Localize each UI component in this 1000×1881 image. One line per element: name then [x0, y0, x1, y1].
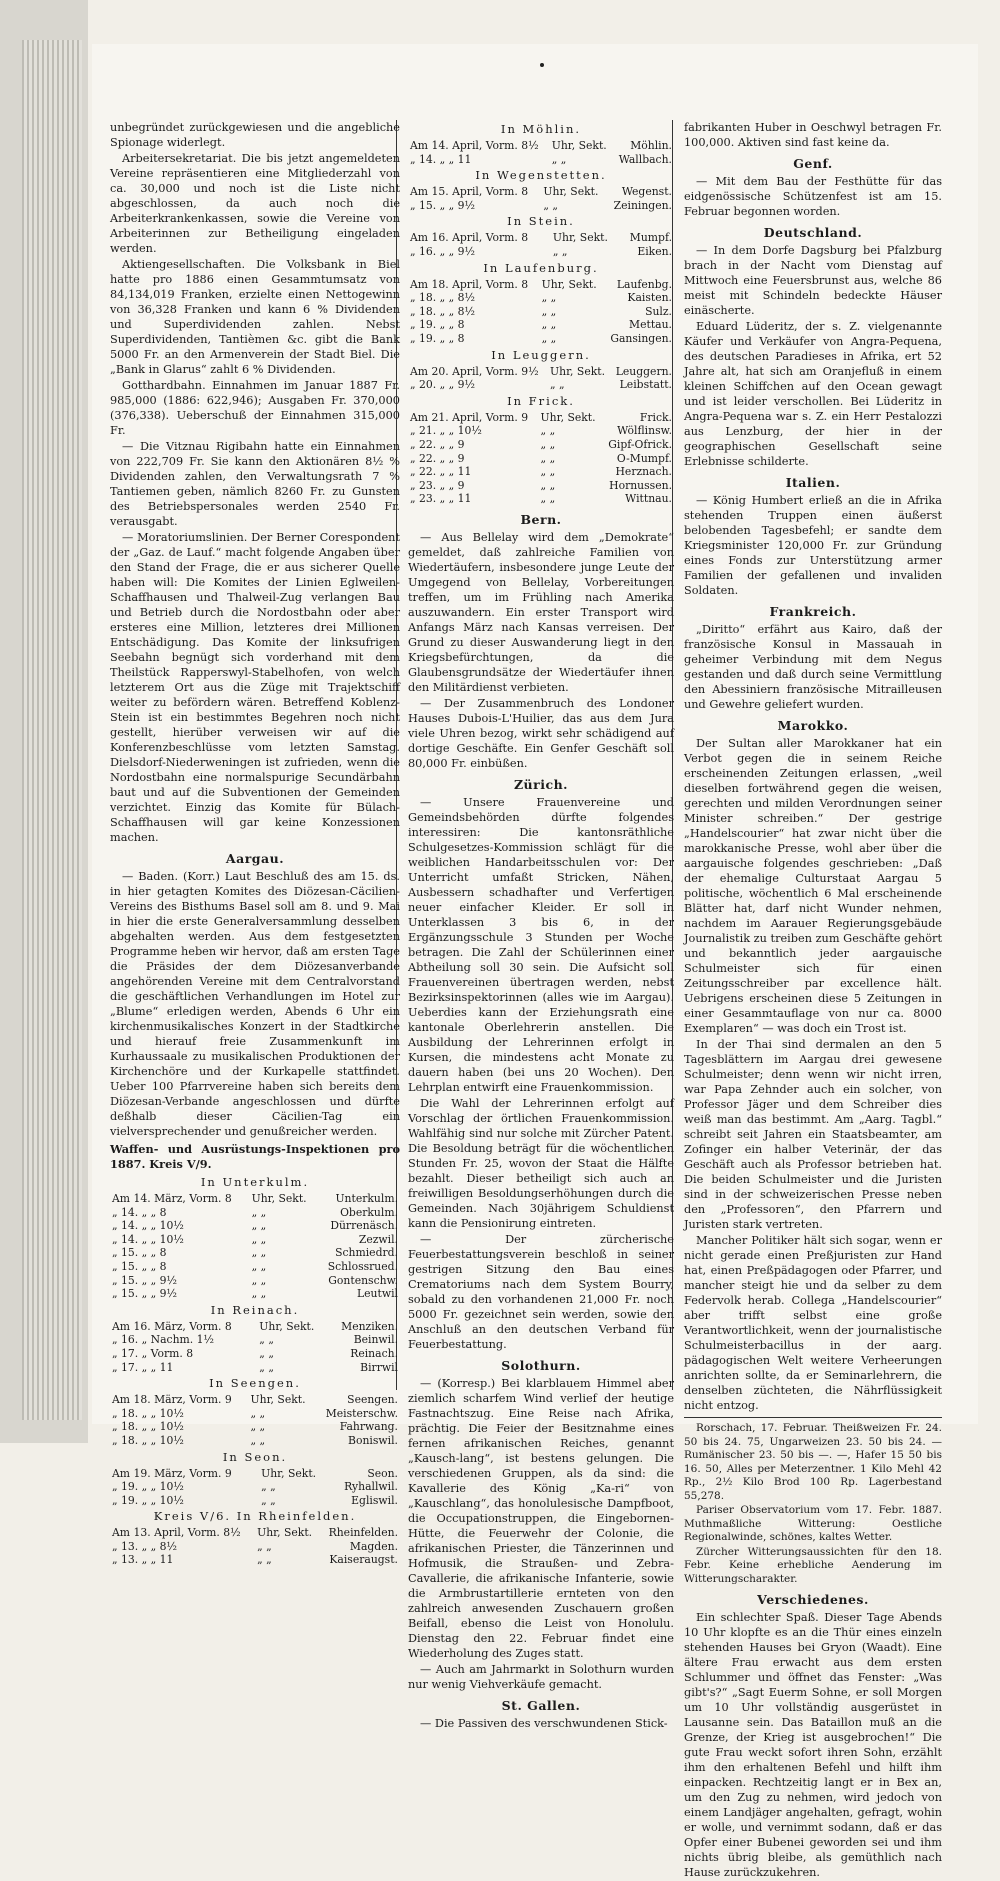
schedule-place: Zeiningen.	[613, 198, 672, 212]
schedule-row	[110, 1333, 400, 1347]
subheading-laufenburg: In Laufenburg.	[483, 260, 599, 275]
schedule-row	[110, 1246, 400, 1260]
schedule-place: Gipf-Ofrick.	[608, 437, 672, 451]
section-heading-aargau: Aargau.	[225, 851, 285, 866]
schedule-date: „ 14. „ „ 10½	[112, 1219, 184, 1233]
schedule-date: „ 13. „ „ 8½	[112, 1539, 178, 1553]
schedule-date: „ 18. „ „ 8½	[410, 304, 476, 318]
schedule-row	[110, 1260, 400, 1274]
schedule-date: „ 22. „ „ 9	[410, 451, 465, 465]
schedule-place: Wittnau.	[625, 492, 672, 506]
paragraph-sultan: Der Sultan aller Marokkaner hat ein Verbot gegen die in seinem Reiche erscheinenden Zeitungen erlassen, „weil dieselben fortwährend gegen die weisen, gerechten und milden Verordnungen seiner Minister schreiben.“ Der gestrige „Handelscourier“ hat zwar nicht über die marokkanische Presse, wohl aber über die aargauische folgendes geschrieben: „Daß der ehemalige Culturstaat Aargau 5 politische, wöchentlich 6 Mal erscheinende Blätter hat, darf nicht Wunder nehmen, nachdem im Aarauer Regierungsgebäude Journalistik zu treiben zum Geschäfte gehört und bekanntlich jeder aargauische Schulmeister sich für einen Zeitungsschreiber par excellence hält. Uebrigens erscheinen diese 5 Zeitungen in einer Gesammtauflage von nur ca. 8000 Exemplaren“ — was doch ein Trost ist.	[684, 737, 942, 1035]
schedule-table	[110, 1467, 400, 1508]
schedule-row	[408, 424, 674, 438]
schedule-date: „ 18. „ „ 8½	[410, 291, 476, 305]
schedule-place: Ryhallwil.	[344, 1480, 398, 1494]
schedule-table	[408, 139, 674, 166]
schedule-table	[408, 185, 674, 212]
schedule-place: Leuggern.	[615, 364, 672, 378]
schedule-date: „ 14. „ „ 8	[112, 1205, 167, 1219]
paragraph-arbeitersekretariat: Arbeitersekretariat. Die bis jetzt angemeldeten Vereine repräsentieren eine Mitgliederzahl von ca. 30,000 und noch ist die Liste nicht abgeschlossen, da auch noch die Arbeiterkrankenkassen, sowie die Vereine von Arbeiterinnen zur Betheiligung eingeladen werden.	[110, 152, 400, 255]
subheading-leuggern: In Leuggern.	[491, 347, 591, 362]
section-heading-frankreich: Frankreich.	[769, 604, 857, 619]
schedule-date: „ 18. „ „ 10½	[112, 1433, 184, 1447]
schedule-date: „ 21. „ „ 10½	[410, 424, 482, 438]
book-binding	[0, 0, 88, 1443]
schedule-section: „ „	[540, 465, 556, 479]
schedule-section: „ „	[257, 1553, 272, 1567]
schedule-row	[408, 438, 674, 452]
schedule-section: „ „	[540, 437, 556, 451]
schedule-row	[110, 1407, 400, 1421]
schedule-section: „ „	[250, 1420, 266, 1434]
schedule-date: „ 15. „ „ 9½	[112, 1273, 178, 1287]
schedule-section: „ „	[250, 1433, 266, 1447]
schedule-place: Dürrenäsch.	[330, 1219, 398, 1233]
heading-inspektionen: Waffen- und Ausrüstungs-Inspektionen pro 1887. Kreis V/9.	[110, 1142, 400, 1171]
schedule-row	[408, 153, 674, 167]
paragraph-fastnachtszug: — (Korresp.) Bei klarblauem Himmel aber ziemlich scharfem Wind verlief der heutige Fastnachtszug. Eine Reise nach Afrika, prächtig. Die Feier der Besitznahme eines fernen afrikanischen Reiches, genannt „Kausch-lang“, ist bestens gelungen. Die verschiedenen Gruppen, als da sind: die Kavallerie des König „Ka-ri“ von „Kauschlang“, das honolulesische Dampfboot, die Occupationstruppen, die Eingebornen-Hütte, die Feuerwehr der Colonie, die afrikanischen Priester, die Tänzerinnen und Hofmusik, die Straußen- und Zebra-Cavallerie, die afrikanische Infanterie, sowie die Armbrustartillerie ernteten von den zahlreich anwesenden Zuschauern großen Beifall, ebenso die Leist von Honolulu. Dienstag den 22. Februar findet eine Wiederholung des Zuges statt.	[408, 1376, 674, 1660]
schedule-row	[408, 231, 674, 245]
paragraph-witterung: Zürcher Witterungsaussichten für den 18. Febr. Keine erhebliche Aenderung im Witterungscharakter.	[684, 1545, 942, 1585]
schedule-section: „ „	[259, 1346, 274, 1360]
schedule-table	[408, 278, 674, 346]
subheading-frick: In Frick.	[507, 393, 575, 408]
schedule-section: „ „	[540, 451, 556, 465]
schedule-section: „ „	[251, 1273, 267, 1287]
section-heading-marokko: Marokko.	[777, 718, 849, 733]
schedule-date: „ 17. „ Vorm. 8	[112, 1346, 194, 1360]
subheading-seengen: In Seengen.	[209, 1376, 301, 1391]
subheading-seon: In Seon.	[222, 1449, 288, 1464]
schedule-place: Rheinfelden.	[328, 1526, 398, 1540]
schedule-section: „ „	[259, 1360, 274, 1374]
section-heading-deutschland: Deutschland.	[763, 225, 863, 240]
schedule-place: Birrwil	[360, 1360, 398, 1374]
schedule-place: Wölflinsw.	[617, 424, 672, 438]
schedule-date: Am 21. April, Vorm. 9	[410, 410, 529, 424]
column-2	[400, 120, 674, 1732]
schedule-date: „ 15. „ „ 9½	[112, 1287, 178, 1301]
schedule-date: Am 15. April, Vorm. 8	[410, 185, 529, 199]
schedule-date: „ 14. „ „ 11	[410, 152, 472, 166]
schedule-date: „ 15. „ „ 8	[112, 1259, 167, 1273]
schedule-place: Herznach.	[615, 465, 672, 479]
schedule-row	[408, 479, 674, 493]
schedule-section: „ „	[250, 1406, 266, 1420]
paragraph-passiven: — Die Passiven des verschwundenen Stick-	[420, 1716, 668, 1730]
schedule-row	[408, 278, 674, 292]
schedule-date: „ 15. „ „ 9½	[410, 198, 476, 212]
schedule-table	[408, 365, 674, 392]
schedule-section: „ „	[541, 304, 557, 318]
section-heading-stgallen: St. Gallen.	[501, 1697, 581, 1713]
section-heading-genf: Genf.	[793, 156, 833, 171]
section-heading-verschiedenes: Verschiedenes.	[757, 1592, 869, 1607]
paragraph-baden: — Baden. (Korr.) Laut Beschluß des am 15. ds. in hier getagten Komites des Diözesan-Cäcilien-Vereins des Bisthums Basel soll am 8. und 9. Mai in hier die erste Generalversammlung desselben abgehalten werden. Aus dem festgesetzten Programme heben wir hervor, daß am ersten Tage die Präsides der dem Diözesanverbande angehörenden Vereine mit dem Centralvorstand die geschäftlichen Verhandlungen im Hotel zur „Blume“ erledigen werden, Abends 6 Uhr ein kirchenmusikalisches Konzert in der Stadtkirche und hierauf freie Zusammenkunft im Kurhaussaale zu musikalischen Produktionen der Kirchenchöre und der Kurkapelle stattfindet. Ueber 100 Pfarrvereine haben sich bereits dem Diözesan-Verbande angeschlossen und dürfte deßhalb dieser Cäcilien-Tag ein vielversprechender und genußreicher werden.	[110, 870, 400, 1138]
paragraph-bellelay: — Aus Bellelay wird dem „Demokrate“ gemeldet, daß zahlreiche Familien von Wiedertäufern, insbesondere junge Leute der Umgegend von Bellelay, Vorbereitungen treffen, um im Frühling nach Amerika auszuwandern. Ein erster Transport wird Anfangs März nach Kansas verreisen. Der Grund zu dieser Auswanderung liegt in den Kriegsbefürchtungen, da die Glaubensgrundsätze der Wiedertäufer ihnen den Militärdienst verbieten.	[408, 530, 674, 694]
schedule-place: Laufenbg.	[616, 277, 672, 291]
schedule-row	[110, 1320, 400, 1334]
schedule-row	[408, 452, 674, 466]
schedule-place: Menziken.	[341, 1319, 398, 1333]
schedule-section: „ „	[541, 318, 557, 332]
schedule-section: Uhr, Sekt.	[551, 139, 607, 152]
schedule-section: „ „	[540, 424, 556, 438]
schedule-row	[110, 1206, 400, 1220]
paragraph-jahrmarkt: — Auch am Jahrmarkt in Solothurn wurden nur wenig Viehverkäufe gemacht.	[408, 1662, 674, 1691]
schedule-section: Uhr, Sekt.	[552, 231, 608, 245]
paragraph-frauenvereine: — Unsere Frauenvereine und Gemeindsbehörden dürfte folgendes interessiren: Die kantonsräthliche Schulgesetzes-Kommission schlägt für die weiblichen Handarbeitsschulen vor: Der Unterricht umfaßt Stricken, Nähen, Ausbessern schadhafter und Verfertigen neuer einfacher Kleider. Er soll in Unterklassen 3 bis 6, in der Ergänzungsschule 3 Stunden per Woche betragen. Die Zahl der Schülerinnen einer Abtheilung soll 30 sein. Die Aufsicht soll Frauenvereinen übertragen werden, nebst Bezirksinspektorinnen (alles wie im Aargau). Ueberdies kann der Erziehungsrath eine kantonale Oberlehrerin anstellen. Die Ausbildung der Lehrerinnen erfolgt in Kursen, die mindestens acht Monate zu dauern haben (bei uns 20 Wochen). Den Lehrplan entwirft eine Frauenkommission.	[408, 795, 674, 1094]
schedule-date: „ 13. „ „ 11	[112, 1553, 174, 1567]
schedule-section: „ „	[251, 1219, 267, 1233]
schedule-date: „ 19. „ „ 10½	[112, 1493, 184, 1507]
schedule-date: „ 19. „ „ 8	[410, 331, 465, 345]
schedule-date: Am 13. April, Vorm. 8½	[112, 1526, 241, 1540]
schedule-section: „ „	[540, 492, 556, 506]
schedule-date: „ 23. „ „ 9	[410, 478, 465, 492]
schedule-row	[110, 1287, 400, 1301]
schedule-date: „ 19. „ „ 10½	[112, 1480, 184, 1494]
schedule-place: Boniswil.	[348, 1433, 398, 1447]
schedule-row	[408, 199, 674, 213]
print-mark	[540, 63, 544, 67]
schedule-row	[110, 1393, 400, 1407]
subheading-moehlin: In Möhlin.	[500, 122, 582, 136]
schedule-section: „ „	[251, 1287, 267, 1301]
schedule-row	[408, 318, 674, 332]
schedule-date: Am 16. März, Vorm. 8	[112, 1319, 232, 1333]
paragraph-aktiengesellschaften: Aktiengesellschaften. Die Volksbank in Biel hatte pro 1886 einen Gesammtumsatz von 84,134,019 Franken, erzielte einen Nettogewinn von 36,328 Franken und kann 6 % Dividenden und Superdividenden zahlen. Nebst Superdividenden, Tantièmen &c. gibt die Bank 5000 Fr. an den Armenverein der Stadt Biel. Die „Bank in Glarus“ zahlt 6 % Dividenden.	[110, 258, 400, 376]
schedule-row	[408, 245, 674, 259]
schedule-place: Wallbach.	[618, 152, 672, 166]
schedule-place: Gontenschw.	[328, 1273, 398, 1287]
schedule-date: „ 16. „ „ 9½	[410, 244, 476, 258]
schedule-place: Wegenst.	[621, 185, 672, 199]
schedule-place: O-Mumpf.	[616, 451, 672, 465]
schedule-row	[408, 411, 674, 425]
schedule-section: „ „	[251, 1259, 267, 1273]
schedule-row	[408, 378, 674, 392]
schedule-place: Leibstatt.	[619, 378, 672, 392]
schedule-place: Sulz.	[645, 304, 672, 318]
subheading-wegenstetten: In Wegenstetten.	[475, 168, 607, 183]
schedule-table	[110, 1393, 400, 1447]
schedule-section: Uhr, Sekt.	[250, 1393, 306, 1407]
schedule-place: Frick.	[639, 410, 672, 424]
column-3	[676, 120, 942, 1881]
paragraph-lehrerinnen: Die Wahl der Lehrerinnen erfolgt auf Vorschlag der örtlichen Frauenkommission. Wahlfähig sind nur solche mit Zürcher Patent. Die Besoldung beträgt für die wöchentlichen Stunden Fr. 25, wovon der Staat die Hälfte bezahlt. Dieser betheiligt sich auch an freiwilligen Besoldungserhöhungen durch die Gemeinden. Nach 30jährigem Schuldienst kann die Pensionirung eintreten.	[408, 1096, 674, 1230]
schedule-place: Oberkulm.	[340, 1205, 398, 1219]
section-heading-italien: Italien.	[785, 475, 841, 490]
page-edges	[22, 40, 82, 1420]
schedule-table	[110, 1192, 400, 1301]
schedule-row	[110, 1467, 400, 1481]
paragraph-feuerbestattung: — Der zürcherische Feuerbestattungsverein beschloß in seiner gestrigen Sitzung den Bau eines Crematoriums nach dem System Bourry, sobald zu den vorhandenen 21,000 Fr. noch 5000 Fr. gezeichnet sein werden, sowie den Anschluß an den deutschen Verband für Feuerbestattung.	[408, 1232, 674, 1351]
schedule-date: „ 14. „ „ 10½	[112, 1232, 184, 1246]
schedule-row	[110, 1274, 400, 1288]
schedule-place: Kaisten.	[627, 291, 672, 305]
schedule-date: Am 20. April, Vorm. 9½	[410, 364, 539, 378]
schedule-place: Schlossrued.	[327, 1259, 398, 1273]
paragraph-observatorium: Pariser Observatorium vom 17. Febr. 1887. Muthmaßliche Witterung: Oestliche Regionalwinde, schönes, kaltes Wetter.	[684, 1504, 942, 1543]
schedule-place: Zezwil.	[358, 1232, 398, 1246]
schedule-section: Uhr, Sekt.	[543, 185, 599, 199]
divider	[684, 1417, 942, 1418]
schedule-row	[408, 305, 674, 319]
schedule-place: Gansingen.	[610, 331, 672, 345]
schedule-section: „ „	[251, 1232, 267, 1246]
schedule-section: „ „	[251, 1246, 267, 1260]
schedule-row	[408, 185, 674, 199]
schedule-table	[408, 411, 674, 506]
schedule-place: Unterkulm.	[335, 1192, 398, 1205]
schedule-row	[408, 465, 674, 479]
schedule-row	[110, 1219, 400, 1233]
schedule-date: Am 14. März, Vorm. 8	[112, 1192, 232, 1205]
schedule-row	[110, 1434, 400, 1448]
schedule-place: Eiken.	[637, 244, 672, 258]
schedule-section: „ „	[261, 1493, 276, 1507]
schedule-section: Uhr, Sekt.	[540, 410, 596, 424]
subheading-rheinfelden: Kreis V/6. In Rheinfelden.	[153, 1509, 357, 1524]
schedule-section: Uhr, Sekt.	[541, 277, 597, 291]
paragraph-schulmeister: In der Thai sind dermalen an den 5 Tagesblättern im Aargau drei gewesene Schulmeister; denn wenn wir nicht irren, war Papa Zehnder auch ein solcher, von Professor Jäger und dem Schreiber dies weiß man das bestimmt. Am „Aarg. Tagbl.“ schreibt seit Jahren ein Staatsbeamter, am Zofinger ein halber Veterinär, der das Geschäft auch als Professor betrieben hat. Die beiden Schulmeister und die Juristen sind in der schweizerischen Presse neben den „Professoren“, den Pfarrern und Juristen stark vertreten.	[684, 1038, 942, 1231]
schedule-section: „ „	[552, 244, 568, 258]
schedule-place: Schmiedrd.	[335, 1246, 398, 1260]
schedule-date: Am 18. März, Vorm. 9	[112, 1393, 232, 1407]
schedule-place: Magden.	[349, 1539, 398, 1553]
schedule-row	[110, 1494, 400, 1508]
schedule-date: „ 19. „ „ 8	[410, 318, 465, 332]
schedule-date: Am 16. April, Vorm. 8	[410, 231, 529, 245]
paragraph-gotthardbahn: Gotthardbahn. Einnahmen im Januar 1887 Fr. 985,000 (1886: 622,946); Ausgaben Fr. 370,000 (376,338). Ueberschuß der Einnahmen 315,000 Fr.	[110, 379, 400, 437]
schedule-section: „ „	[543, 198, 559, 212]
paragraph-rigibahn: — Die Vitznau Rigibahn hatte ein Einnahmen von 222,709 Fr. Sie kann den Aktionären 8½ % Dividenden zahlen, den Verwaltungsrath 7 % Tantiemen geben, nämlich 8260 Fr. zu Gunsten des Betriebspersonales werden 2540 Fr. verausgabt.	[110, 440, 400, 528]
section-heading-zuerich: Zürich.	[513, 776, 569, 792]
schedule-place: Kaiseraugst.	[329, 1553, 398, 1567]
schedule-row	[110, 1553, 400, 1567]
schedule-place: Fahrwang.	[339, 1420, 398, 1434]
schedule-date: Am 18. April, Vorm. 8	[410, 277, 529, 291]
schedule-section: Uhr, Sekt.	[259, 1319, 315, 1333]
schedule-place: Seon.	[367, 1466, 398, 1480]
schedule-section: „ „	[541, 291, 557, 305]
schedule-place: Mettau.	[629, 318, 672, 332]
schedule-place: Möhlin.	[630, 139, 672, 152]
schedule-row	[110, 1347, 400, 1361]
schedule-date: „ 16. „ Nachm. 1½	[112, 1333, 214, 1347]
paragraph-moratoriumslinien: — Moratoriumslinien. Der Berner Corespondent der „Gaz. de Lauf.“ macht folgende Angaben über den Stand der Frage, die er aus sicherer Quelle haben will: Die Komites der Linien Eglweilen-Schaffhausen und Thalweil-Zug verlangen Bau und Betrieb durch die Nordostbahn oder aber ersteres eine Million, letzteres drei Millionen Entschädigung. Das Komite der linksufrigen Seebahn begnügt sich vorderhand mit dem Theilstück Rapperswyl-Stabelhofen, von welch letzterem Ort aus die Züge mit Trajektschiff weiter zu befördern wären. Betreffend Koblenz-Stein ist ein bestimmtes Begehren noch nicht gestellt, hierüber verweisen wir auf die Konferenzbeschlüsse vom letzten Samstag. Dielsdorf-Niederweningen ist zufrieden, wenn die Nordostbahn eine normalspurige Secundärbahn baut und auf die Subventionen der Gemeinden verzichtet. Einzig das Komite für Bülach-Schaffhausen will gar keine Konzessionen machen.	[110, 531, 400, 844]
schedule-row	[110, 1480, 400, 1494]
subheading-reinach: In Reinach.	[210, 1302, 300, 1317]
schedule-section: „ „	[259, 1333, 274, 1347]
schedule-section: Uhr, Sekt.	[251, 1192, 307, 1205]
paragraph-diritto: „Diritto“ erfährt aus Kairo, daß der französische Konsul in Massauah in geheimer Verbindung mit dem Negus gestanden und daß durch seine Vermittlung den Abessiniern französische Mitrailleusen und Gewehre geliefert wurden.	[684, 623, 942, 711]
schedule-place: Meisterschw.	[325, 1406, 398, 1420]
paragraph: fabrikanten Huber in Oeschwyl betragen Fr. 100,000. Aktiven sind fast keine da.	[684, 121, 942, 149]
paragraph-rorschach: Rorschach, 17. Februar. Theißweizen Fr. 24. 50 bis 24. 75, Ungarweizen 23. 50 bis 24. — Rumänischer 23. 50 bis —. —, Hafer 15 50 bis 16. 50, Alles per Meterzentner. 1 Kilo Mehl 42 Rp., 2½ Kilo Brod 100 Rp. Lagerbestand 55,278.	[684, 1422, 942, 1502]
schedule-place: Reinach.	[350, 1346, 398, 1360]
schedule-place: Leutwil	[357, 1287, 398, 1301]
schedule-date: „ 20. „ „ 9½	[410, 378, 476, 392]
subheading-stein: In Stein.	[507, 214, 575, 229]
schedule-row	[110, 1420, 400, 1434]
schedule-row	[408, 291, 674, 305]
schedule-section: „ „	[550, 378, 565, 392]
schedule-table	[110, 1320, 400, 1374]
schedule-section: „ „	[257, 1539, 272, 1553]
schedule-row	[110, 1540, 400, 1554]
schedule-section: Uhr, Sekt.	[261, 1466, 317, 1480]
article-columns	[110, 120, 942, 1879]
schedule-row	[408, 492, 674, 506]
schedule-place: Beinwil.	[353, 1333, 398, 1347]
schedule-row	[408, 139, 674, 153]
paragraph-festhuette: — Mit dem Bau der Festhütte für das eidgenössische Schützenfest ist am 15. Februar begonnen worden.	[684, 175, 942, 218]
schedule-section: Uhr, Sekt.	[550, 364, 606, 378]
schedule-row	[110, 1233, 400, 1247]
paragraph-dubois: — Der Zusammenbruch des Londoner Hauses Dubois-L'Huilier, das aus dem Jura viele Uhren bezog, wirkt sehr schädigend auf dortige Geschäfte. Ein Genfer Geschäft soll 80,000 Fr. einbüßen.	[408, 696, 674, 770]
paragraph-dagsburg: — In dem Dorfe Dagsburg bei Pfalzburg brach in der Nacht vom Dienstag auf Mittwoch eine Feuersbrunst aus, welche 86 meist mit Schindeln bedeckte Häuser einäscherte.	[684, 244, 942, 317]
schedule-section: „ „	[541, 331, 557, 345]
schedule-row	[110, 1361, 400, 1375]
schedule-date: Am 14. April, Vorm. 8½	[410, 139, 539, 152]
schedule-date: „ 18. „ „ 10½	[112, 1420, 184, 1434]
schedule-place: Egliswil.	[351, 1493, 398, 1507]
paragraph-luederitz: Eduard Lüderitz, der s. Z. vielgenannte Käufer und Verkäufer von Angra-Pequena, des deutschen Paradieses in Afrika, ert 52 Jahre alt, hat sich am Oranjefluß in einem kleinen Schiffchen auf den Ocean gewagt und ist leider verschollen. Bei Lüderitz in Angra-Pequena war s. Z. ein Herr Pestalozzi aus Lenzburg, der hier in der geographischen Gesellschaft seine Erlebnisse schilderte.	[684, 320, 942, 468]
subheading-unterkulm: In Unterkulm.	[200, 1175, 310, 1189]
schedule-section: „ „	[540, 478, 556, 492]
schedule-date: „ 18. „ „ 10½	[112, 1406, 184, 1420]
schedule-section: „ „	[251, 1205, 267, 1219]
schedule-row	[408, 332, 674, 346]
schedule-place: Seengen.	[347, 1393, 398, 1407]
schedule-table	[110, 1526, 400, 1567]
schedule-section: „ „	[551, 152, 567, 166]
schedule-row	[110, 1192, 400, 1206]
schedule-date: Am 19. März, Vorm. 9	[112, 1466, 232, 1480]
column-1	[110, 120, 400, 1567]
schedule-date: „ 23. „ „ 11	[410, 492, 472, 506]
schedule-date: „ 22. „ „ 11	[410, 465, 472, 479]
paragraph: unbegründet zurückgewiesen und die angebliche Spionage widerlegt.	[110, 121, 400, 149]
section-heading-bern: Bern.	[520, 511, 562, 527]
schedule-row	[408, 365, 674, 379]
schedule-date: „ 15. „ „ 8	[112, 1246, 167, 1260]
schedule-section: Uhr, Sekt.	[257, 1526, 313, 1540]
schedule-place: Mumpf.	[629, 231, 672, 245]
schedule-date: „ 17. „ „ 11	[112, 1360, 174, 1374]
paragraph-humbert: — König Humbert erließ an die in Afrika stehenden Truppen einen äußerst belobenden Tagesbefehl; er sandte dem Kriegsminister 120,000 Fr. zur Gründung eines Fonds zur Unterstützung armer Familien der gefallenen und invaliden Soldaten.	[684, 494, 942, 597]
schedule-place: Hornussen.	[609, 478, 672, 492]
schedule-section: „ „	[261, 1480, 276, 1494]
schedule-row	[110, 1526, 400, 1540]
section-heading-solothurn: Solothurn.	[501, 1357, 581, 1373]
schedule-date: „ 22. „ „ 9	[410, 437, 465, 451]
paragraph-spass: Ein schlechter Spaß. Dieser Tage Abends 10 Uhr klopfte es an die Thür eines einzeln stehenden Hauses bei Gryon (Waadt). Eine ältere Frau erwacht aus dem ersten Schlummer und öffnet das Fenster: „Was gibt's?“ „Sagt Euerm Sohne, er soll Morgen um 10 Uhr vollständig ausgerüstet in Lausanne sein. Das Bataillon muß an die Grenze, der Krieg ist ausgebrochen!“ Die gute Frau weckt sofort ihren Sohn, erzählt ihm den erhaltenen Befehl und hilft ihm einpacken. Rechtzeitig langt er in Bex an, um den Zug zu nehmen, wird jedoch von einem Landjäger angehalten, gefragt, wohin er wolle, und vernimmt sodann, daß er das Opfer einer Bubenei geworden sei und ihm nichts übrig bleibe, als gemüthlich nach Hause zurückzukehren.	[684, 1611, 942, 1879]
paragraph-politiker: Mancher Politiker hält sich sogar, wenn er nicht gerade einen Preßjuristen zur Hand hat, einen Preßpädagogen oder Pfarrer, und mancher steigt hie und da selber zu dem Federvolk herab. Collega „Handelscourier“ aber trifft selbst eine große Verantwortlichkeit, wenn der journalistische Schulmeisterbacillus in der aarg. pädagogischen Welt weitere Verheerungen anrichten sollte, da er Seminarlehrern, die denselben züchteten, die Nährflüssigkeit nicht entzog.	[684, 1234, 942, 1412]
schedule-table	[408, 231, 674, 258]
